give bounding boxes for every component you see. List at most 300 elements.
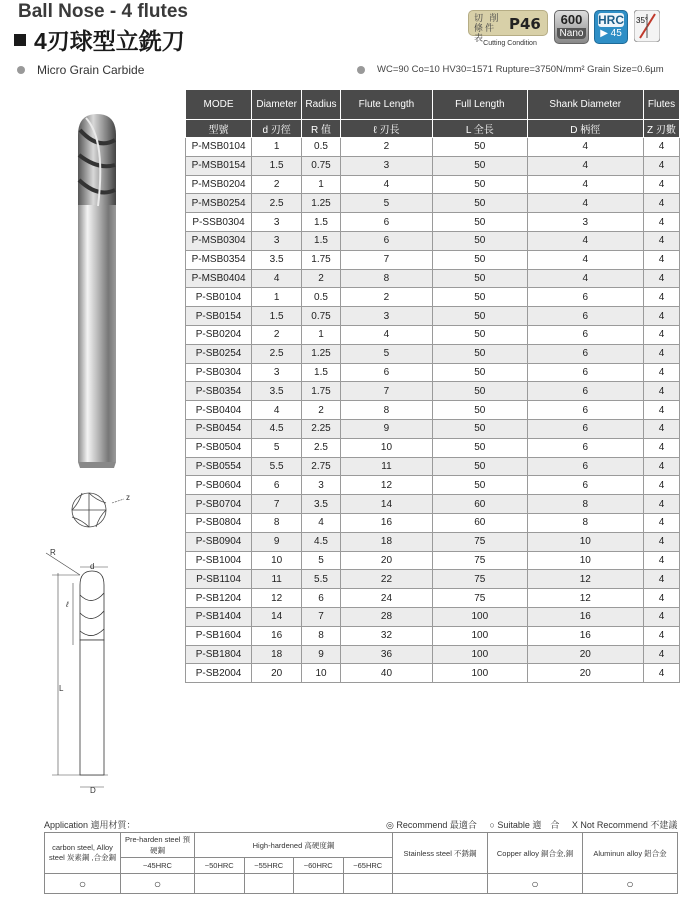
table-cell: 36 [340,645,432,664]
table-cell: 100 [433,664,527,683]
table-cell: 12 [340,476,432,495]
table-cell: 4 [643,363,679,382]
table-cell: 7 [340,382,432,401]
table-row [186,419,680,438]
table-cell: 0.5 [302,138,341,157]
col-mode: MODE [186,90,252,120]
table-cell: 4 [643,570,679,589]
table-cell: 2.5 [302,438,341,457]
table-cell: 8 [340,401,432,420]
table-cell: 16 [527,607,643,626]
table-cell: 50 [433,382,527,401]
table-cell: 2 [302,269,341,288]
table-cell-code: P-SB0154 [186,307,252,326]
table-cell: 7 [340,250,432,269]
table-cell-code: P-MSB0154 [186,156,252,175]
table-cell: 11 [340,457,432,476]
table-cell: 6 [527,344,643,363]
table-row [186,589,680,608]
table-row [186,325,680,344]
table-cell: 6 [527,325,643,344]
app-sub-60: ~60HRC [294,858,344,874]
app-marks-row [45,874,678,894]
label-D: D [90,786,96,795]
app-mark [343,874,393,894]
table-cell: 28 [340,607,432,626]
table-cell: 24 [340,589,432,608]
table-row [186,231,680,250]
table-cell: 1.5 [252,307,302,326]
table-cell-code: P-SB0304 [186,363,252,382]
table-cell: 4 [643,325,679,344]
table-cell: 6 [527,401,643,420]
table-cell: 1.75 [302,250,341,269]
table-row [186,607,680,626]
table-cell: 6 [527,363,643,382]
spec-badges [468,10,660,44]
cutting-condition-badge [468,10,548,43]
material-spec-bullet [357,64,664,75]
table-cell: 22 [340,570,432,589]
col-radius: Radius [302,90,341,120]
table-row [186,438,680,457]
table-cell: 6 [340,231,432,250]
table-cell: 4.5 [252,419,302,438]
table-row [186,664,680,683]
table-cell: 4 [527,156,643,175]
app-mark: ○ [45,874,121,894]
app-col-carbon: carbon steel, Alloy steel 炭素鋼 ,合金鋼 [45,833,121,874]
table-cell: 50 [433,363,527,382]
table-cell: 11 [252,570,302,589]
app-sub-45: ~45HRC [121,858,195,874]
cutting-condition-caption: Cutting Condition [483,40,537,47]
app-sub-65: ~65HRC [343,858,393,874]
table-cell: 1.5 [302,213,341,232]
table-cell-code: P-SB0504 [186,438,252,457]
table-cell: 2.5 [252,344,302,363]
table-cell: 4 [643,382,679,401]
table-cell: 7 [302,607,341,626]
table-cell: 1.75 [302,382,341,401]
table-cell: 9 [340,419,432,438]
table-cell: 6 [527,307,643,326]
table-cell: 4 [643,288,679,307]
hrc-value: ▶ 45 [600,28,622,39]
table-cell: 4 [527,175,643,194]
table-row [186,363,680,382]
table-cell: 4 [643,645,679,664]
table-cell: 3 [340,307,432,326]
table-cell: 1.5 [302,363,341,382]
table-cell: 20 [527,645,643,664]
table-cell-code: P-MSB0204 [186,175,252,194]
app-col-preharden: Pre-harden steel 預硬鋼 [121,833,195,858]
table-cell: 4 [643,664,679,683]
table-cell: 50 [433,250,527,269]
table-row [186,457,680,476]
table-cell-code: P-MSB0304 [186,231,252,250]
app-col-copper: Copper alloy 銅合金,銅 [488,833,583,874]
col-flute-length: Flute Length [340,90,432,120]
table-cell: 50 [433,138,527,157]
table-cell: 50 [433,419,527,438]
app-col-aluminum: Aluminun alloy 鋁合金 [583,833,678,874]
spec-table [185,89,680,683]
table-cell: 4 [643,175,679,194]
table-cell-code: P-SB1204 [186,589,252,608]
table-cell: 1.5 [302,231,341,250]
table-cell: 100 [433,607,527,626]
table-cell-code: P-SB1404 [186,607,252,626]
app-mark: ○ [121,874,195,894]
table-cell: 20 [340,551,432,570]
table-cell: 4 [527,269,643,288]
table-cell-code: P-SB0454 [186,419,252,438]
legend-not-recommend: X Not Recommend 不建議 [571,820,678,830]
table-row [186,307,680,326]
table-cell: 50 [433,156,527,175]
table-row [186,401,680,420]
coating-label: Nano [557,28,586,39]
application-table [44,832,678,894]
table-cell: 75 [433,532,527,551]
table-row [186,269,680,288]
table-cell-code: P-SB0604 [186,476,252,495]
helix-angle-text: 35° [636,16,649,25]
table-cell: 40 [340,664,432,683]
table-cell-code: P-MSB0254 [186,194,252,213]
table-cell: 5 [340,194,432,213]
table-cell: 4 [643,551,679,570]
table-cell: 0.75 [302,156,341,175]
table-cell: 3.5 [302,495,341,514]
app-mark [195,874,245,894]
table-cell: 100 [433,645,527,664]
end-view-diagram [66,485,146,535]
table-cell: 4 [527,194,643,213]
table-cell: 3 [340,156,432,175]
table-cell: 4 [643,231,679,250]
table-row [186,288,680,307]
header-row-zh [186,120,680,138]
material-text: Micro Grain Carbide [37,63,145,77]
table-row [186,532,680,551]
table-cell: 3 [527,213,643,232]
table-row [186,626,680,645]
table-cell: 4 [643,250,679,269]
table-cell: 5 [252,438,302,457]
table-cell: 4 [252,401,302,420]
col-full-length-zh: L 全長 [433,120,527,138]
table-cell: 0.5 [302,288,341,307]
col-diameter-zh: d 刃徑 [252,120,302,138]
table-cell-code: P-SB1104 [186,570,252,589]
application-legend [386,818,687,831]
app-mark [244,874,294,894]
table-row [186,645,680,664]
table-cell: 60 [433,495,527,514]
col-shank-diameter: Shank Diameter [527,90,643,120]
table-cell: 6 [527,419,643,438]
label-d: d [90,562,95,571]
table-cell: 4 [643,589,679,608]
table-cell: 1.25 [302,344,341,363]
table-row [186,138,680,157]
table-cell: 4 [643,307,679,326]
table-cell: 50 [433,457,527,476]
title-chinese [14,23,185,56]
spec-table-body [186,138,680,683]
table-cell: 1 [302,325,341,344]
table-cell-code: P-SB0254 [186,344,252,363]
table-row [186,156,680,175]
table-cell: 16 [340,513,432,532]
table-cell: 4 [340,175,432,194]
table-cell: 18 [340,532,432,551]
table-cell: 3.5 [252,382,302,401]
table-cell: 5.5 [302,570,341,589]
col-flutes: Flutes [643,90,679,120]
table-cell: 14 [252,607,302,626]
app-col-stainless: Stainless steel 不銹鋼 [393,833,488,874]
end-mill-photo [58,110,138,470]
table-cell: 6 [527,457,643,476]
table-row [186,213,680,232]
table-row [186,250,680,269]
table-row [186,175,680,194]
table-cell-code: P-SB0804 [186,513,252,532]
table-cell-code: P-SSB0304 [186,213,252,232]
table-cell: 3 [252,363,302,382]
label-L: L [59,684,64,693]
table-cell: 6 [340,213,432,232]
label-z: z [126,493,130,502]
table-cell-code: P-SB0704 [186,495,252,514]
table-cell: 50 [433,438,527,457]
app-sub-55: ~55HRC [244,858,294,874]
col-shank-diameter-zh: D 柄徑 [527,120,643,138]
application-title: Application 適用材質： [44,820,136,830]
table-cell: 75 [433,589,527,608]
table-cell: 2 [302,401,341,420]
table-cell: 50 [433,401,527,420]
table-cell: 3 [302,476,341,495]
col-flute-length-zh: ℓ 刃長 [340,120,432,138]
bullet-dot-icon [17,66,25,74]
table-cell-code: P-SB0354 [186,382,252,401]
nano-coating-badge [554,10,589,44]
col-diameter: Diameter [252,90,302,120]
table-cell: 50 [433,231,527,250]
table-cell: 4 [643,194,679,213]
table-cell: 8 [252,513,302,532]
table-cell: 5 [302,551,341,570]
table-cell-code: P-SB0554 [186,457,252,476]
table-cell: 12 [527,570,643,589]
label-R: R [50,548,56,557]
table-cell: 12 [252,589,302,608]
table-cell: 1 [252,288,302,307]
app-col-high-hardened: High-hardened 高硬度鋼 [195,833,393,858]
table-cell: 1.5 [252,156,302,175]
table-cell: 6 [340,363,432,382]
table-cell: 6 [527,382,643,401]
table-cell: 75 [433,570,527,589]
material-spec-text: WC=90 Co=10 HV30=1571 Rupture=3750N/mm² Grain Size=0.6µm [377,64,664,75]
table-cell-code: P-MSB0354 [186,250,252,269]
table-row [186,476,680,495]
table-cell: 7 [252,495,302,514]
table-cell: 20 [527,664,643,683]
table-cell: 4 [643,438,679,457]
table-cell: 9 [252,532,302,551]
table-cell-code: P-SB1604 [186,626,252,645]
col-radius-zh: R 值 [302,120,341,138]
table-cell: 2.75 [302,457,341,476]
table-cell: 4 [643,495,679,514]
table-cell: 16 [527,626,643,645]
table-cell: 50 [433,344,527,363]
table-cell: 5.5 [252,457,302,476]
app-mark: ○ [488,874,583,894]
col-mode-zh: 型號 [186,120,252,138]
table-cell: 4 [643,401,679,420]
table-cell-code: P-MSB0104 [186,138,252,157]
table-cell: 4 [643,344,679,363]
table-cell: 16 [252,626,302,645]
legend-recommend: ◎ Recommend 最適合 [386,820,477,830]
app-mark [294,874,344,894]
table-cell-code: P-SB0904 [186,532,252,551]
condition-code: P46 [509,15,541,33]
table-cell: 6 [302,589,341,608]
table-cell: 8 [340,269,432,288]
table-cell: 4 [643,213,679,232]
table-cell: 50 [433,269,527,288]
table-cell: 50 [433,476,527,495]
table-cell: 6 [252,476,302,495]
table-cell: 3 [252,231,302,250]
table-row [186,513,680,532]
table-cell: 0.75 [302,307,341,326]
table-cell: 50 [433,213,527,232]
table-cell: 1 [252,138,302,157]
table-cell: 10 [527,532,643,551]
table-cell: 4 [643,419,679,438]
table-cell: 2.5 [252,194,302,213]
col-full-length: Full Length [433,90,527,120]
table-cell: 4 [643,457,679,476]
table-cell: 1 [302,175,341,194]
table-cell: 14 [340,495,432,514]
bullet-dot-icon [357,66,365,74]
table-cell: 10 [340,438,432,457]
table-cell: 4 [643,156,679,175]
table-cell-code: P-SB0404 [186,401,252,420]
table-cell-code: P-MSB0404 [186,269,252,288]
table-cell: 4 [340,325,432,344]
label-l: ℓ [66,600,69,609]
col-flutes-zh: Z 刃數 [643,120,679,138]
table-cell: 6 [527,438,643,457]
table-cell-code: P-SB1804 [186,645,252,664]
title-english: Ball Nose - 4 flutes [18,1,188,22]
table-cell: 2 [252,325,302,344]
table-cell: 4 [643,607,679,626]
table-cell: 50 [433,325,527,344]
app-mark [393,874,488,894]
table-cell: 10 [252,551,302,570]
dimension-diagram [40,545,120,805]
table-cell: 8 [527,495,643,514]
table-cell: 4 [252,269,302,288]
condition-zh: 切 削 條件表 [474,13,501,43]
table-cell: 4 [527,250,643,269]
table-cell: 60 [433,513,527,532]
coating-value: 600 [560,12,583,27]
table-row [186,570,680,589]
table-cell-code: P-SB0104 [186,288,252,307]
table-cell: 4 [527,138,643,157]
table-row [186,382,680,401]
table-cell: 2 [340,288,432,307]
table-cell: 50 [433,175,527,194]
table-cell: 10 [527,551,643,570]
table-cell: 2.25 [302,419,341,438]
material-bullet [17,63,144,77]
table-cell: 3 [252,213,302,232]
square-bullet-icon [14,34,26,46]
table-cell-code: P-SB2004 [186,664,252,683]
table-cell: 8 [527,513,643,532]
hrc-badge [594,10,628,44]
table-row [186,495,680,514]
table-cell: 2 [252,175,302,194]
table-cell: 50 [433,194,527,213]
app-mark: ○ [583,874,678,894]
table-cell: 12 [527,589,643,608]
table-cell: 4 [643,513,679,532]
table-cell: 3.5 [252,250,302,269]
table-cell: 8 [302,626,341,645]
table-cell: 4 [527,231,643,250]
table-cell: 4 [302,513,341,532]
table-cell: 2 [340,138,432,157]
header-row-en [186,90,680,120]
table-row [186,194,680,213]
table-row [186,551,680,570]
table-cell: 75 [433,551,527,570]
table-cell: 4 [643,138,679,157]
table-cell: 20 [252,664,302,683]
table-cell: 9 [302,645,341,664]
table-cell: 5 [340,344,432,363]
table-cell-code: P-SB0204 [186,325,252,344]
table-cell: 18 [252,645,302,664]
table-cell-code: P-SB1004 [186,551,252,570]
table-cell: 4 [643,626,679,645]
app-sub-50: ~50HRC [195,858,245,874]
table-cell: 4 [643,269,679,288]
table-cell: 50 [433,307,527,326]
table-cell: 100 [433,626,527,645]
title-chinese-text: 4刃球型立銑刀 [34,28,185,54]
table-cell: 4 [643,476,679,495]
table-row [186,344,680,363]
table-cell: 1.25 [302,194,341,213]
table-cell: 4.5 [302,532,341,551]
